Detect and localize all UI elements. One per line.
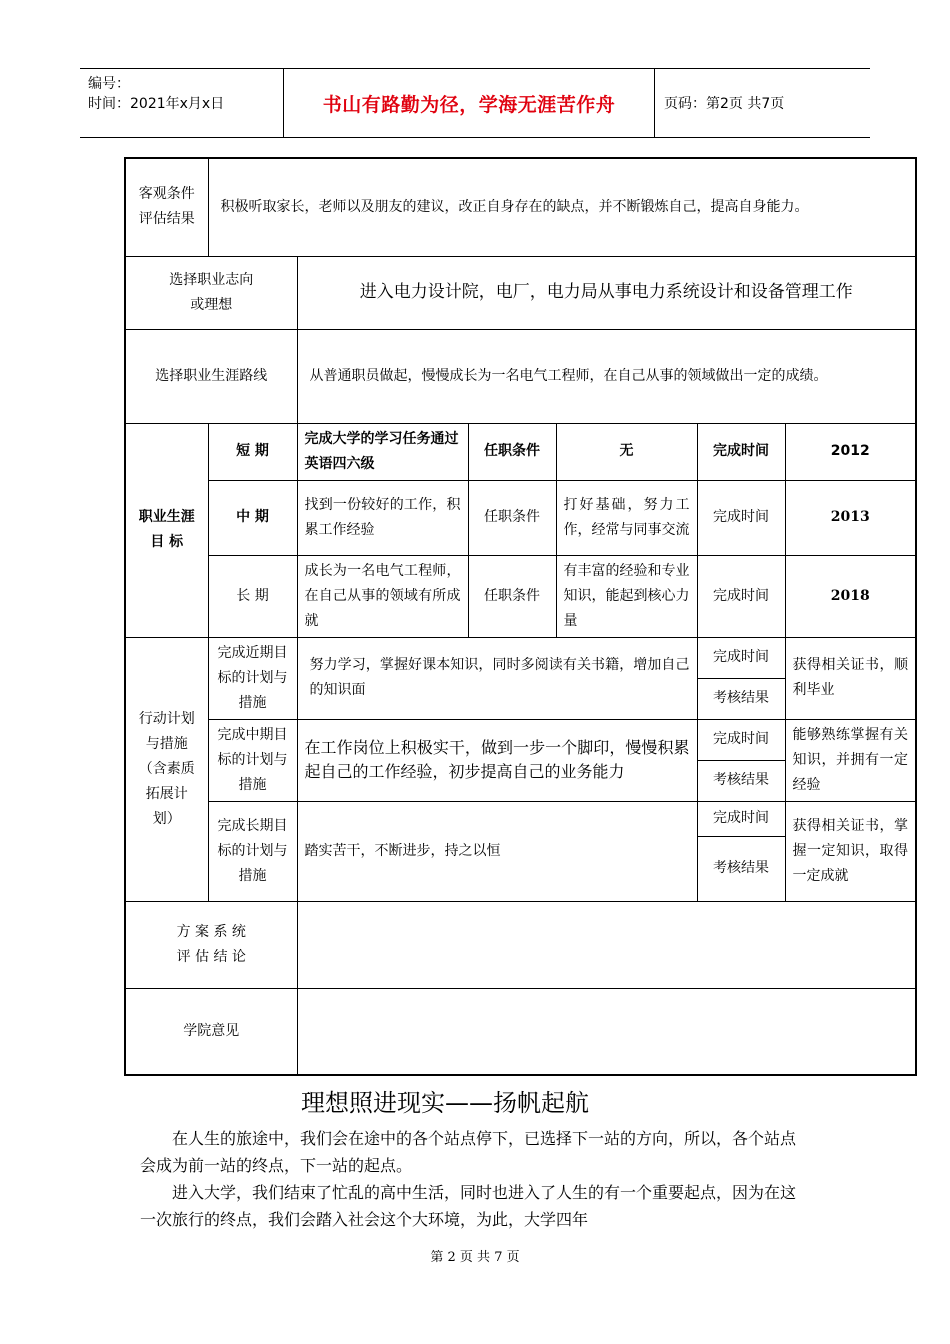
goal-year: 2012 [785, 423, 916, 480]
row-aspiration [125, 256, 916, 329]
action-result: 获得相关证书，掌握一定知识，取得一定成就 [785, 801, 916, 901]
action-plan: 完成长期目标的计划与措施 [208, 801, 297, 901]
goal-text: 成长为一名电气工程师，在自己从事的领域有所成就 [297, 555, 468, 637]
objective-label: 客观条件 评估结果 [125, 158, 208, 256]
date-label: 时间：2021年x月x日 [88, 96, 225, 112]
action-result-label: 考核结果 [697, 678, 785, 719]
action-result: 能够熟练掌握有关知识，并拥有一定经验 [785, 719, 916, 801]
action-row [125, 719, 916, 760]
action-time-label: 完成时间 [697, 719, 785, 760]
essay-paragraph: 进入大学，我们结束了忙乱的高中生活，同时也进入了人生的有一个重要起点，因为在这一次旅行的终点，我们会踏入社会这个大环境，为此，大学四年 [140, 1183, 797, 1229]
row-career-path [125, 329, 916, 423]
evaluation-content [297, 901, 916, 988]
career-path-label: 选择职业生涯路线 [125, 329, 297, 423]
page-footer: 第 2 页 共 7 页 [430, 1250, 520, 1265]
aspiration-content: 进入电力设计院，电厂，电力局从事电力系统设计和设备管理工作 [297, 256, 916, 329]
goal-year: 2013 [785, 480, 916, 555]
action-time-label: 完成时间 [697, 637, 785, 678]
goal-condition-label: 任职条件 [468, 480, 556, 555]
goal-term: 短 期 [208, 423, 297, 480]
action-plan: 完成中期目标的计划与措施 [208, 719, 297, 801]
goal-condition-label: 任职条件 [468, 555, 556, 637]
career-path-content: 从普通职员做起，慢慢成长为一名电气工程师，在自己从事的领域做出一定的成绩。 [297, 329, 916, 423]
goal-row [125, 555, 916, 637]
goal-row [125, 480, 916, 555]
goal-condition: 无 [556, 423, 697, 480]
goal-condition: 打好基础，努力工作，经常与同事交流 [556, 480, 697, 555]
goal-time-label: 完成时间 [697, 555, 785, 637]
aspiration-label: 选择职业志向 或理想 [125, 256, 297, 329]
essay-title: 理想照进现实——扬帆起航 [301, 1089, 589, 1117]
header-page-cell [654, 69, 870, 137]
motto: 书山有路勤为径，学海无涯苦作舟 [322, 93, 616, 116]
action-measure: 在工作岗位上积极实干，做到一步一个脚印，慢慢积累起自己的工作经验，初步提高自己的业务能力 [297, 719, 697, 801]
goal-condition: 有丰富的经验和专业知识，能起到核心力量 [556, 555, 697, 637]
action-plan: 完成近期目标的计划与措施 [208, 637, 297, 719]
goal-term: 中 期 [208, 480, 297, 555]
goals-label: 职业生涯 目 标 [125, 423, 208, 637]
row-objective [125, 158, 916, 256]
action-time-label: 完成时间 [697, 801, 785, 836]
evaluation-label: 方 案 系 统 评 估 结 论 [125, 901, 297, 988]
header-meta [80, 69, 283, 137]
action-measure: 努力学习，掌握好课本知识，同时多阅读有关书籍，增加自己的知识面 [297, 637, 697, 719]
goal-year: 2018 [785, 555, 916, 637]
action-result-label: 考核结果 [697, 760, 785, 801]
goal-text: 找到一份较好的工作，积累工作经验 [297, 480, 468, 555]
college-opinion-label: 学院意见 [125, 988, 297, 1075]
objective-content: 积极听取家长，老师以及朋友的建议，改正自身存在的缺点，并不断锻炼自己，提高自身能力。 [208, 158, 916, 256]
goal-time-label: 完成时间 [697, 423, 785, 480]
page-number-label: 页码：第2页 共7页 [664, 96, 785, 112]
college-opinion-content [297, 988, 916, 1075]
career-plan-table [124, 157, 917, 1076]
goal-text: 完成大学的学习任务通过英语四六级 [297, 423, 468, 480]
action-measure: 踏实苦干，不断进步，持之以恒 [297, 801, 697, 901]
essay-paragraph: 在人生的旅途中，我们会在途中的各个站点停下，已选择下一站的方向，所以，各个站点会成为前一站的终点，下一站的起点。 [140, 1129, 797, 1175]
action-result: 获得相关证书，顺利毕业 [785, 637, 916, 719]
number-label: 编号： [88, 76, 130, 92]
actions-label: 行动计划与措施（含素质拓展计划） [125, 637, 208, 901]
goal-time-label: 完成时间 [697, 480, 785, 555]
header-motto-cell [283, 69, 655, 137]
action-row [125, 801, 916, 836]
action-result-label: 考核结果 [697, 836, 785, 901]
goal-row [125, 423, 916, 480]
row-evaluation [125, 901, 916, 988]
goal-condition-label: 任职条件 [468, 423, 556, 480]
goal-term: 长 期 [208, 555, 297, 637]
row-college-opinion [125, 988, 916, 1075]
action-row [125, 637, 916, 678]
page-header [80, 68, 870, 138]
